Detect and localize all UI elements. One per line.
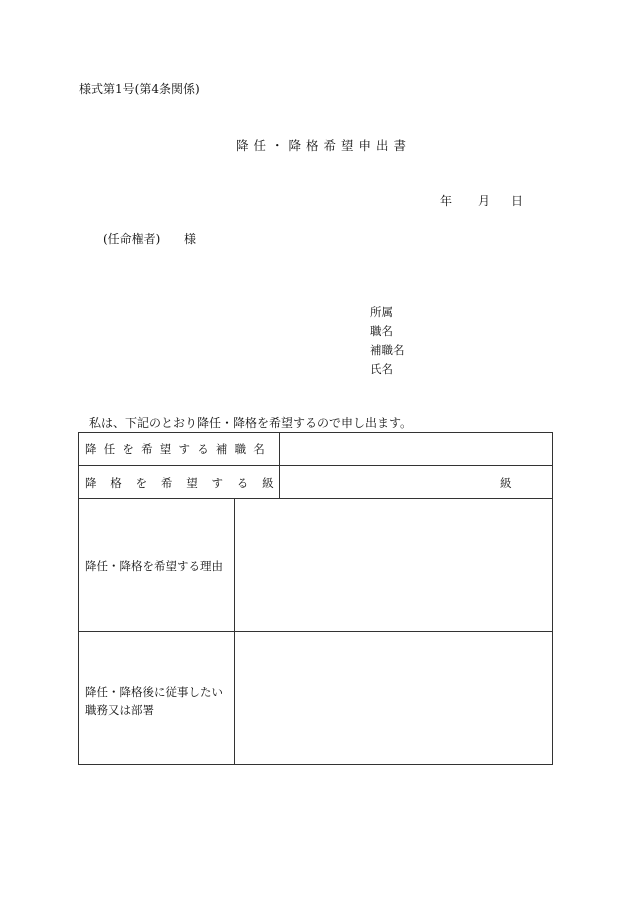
desired-duties-label-line2: 職務又は部署 [85,703,154,717]
table-border-right [552,432,553,765]
desired-duties-label-line1: 降任・降格後に従事したい [85,685,223,699]
name-label: 氏名 [370,362,393,376]
desired-post-label: 降任を希望する補職名 [85,442,272,456]
desired-post-field[interactable] [281,434,551,464]
desired-duties-label [85,683,235,719]
table-border-bottom [78,764,553,765]
affiliation-label: 所属 [370,305,393,319]
desired-grade-field[interactable] [281,467,491,497]
desired-duties-field[interactable] [236,633,551,763]
request-statement: 私は、下記のとおり降任・降格を希望するので申し出ます。 [89,416,413,430]
table-border-top [78,432,553,433]
appointer-honorific: 様 [184,232,197,246]
form-number: 様式第1号(第4条関係) [79,82,200,96]
date-day-label: 日 [511,194,524,208]
date-year-label: 年 [440,194,453,208]
date-month-label: 月 [478,194,491,208]
reason-label: 降任・降格を希望する理由 [85,559,223,573]
table-rule-2 [78,498,553,499]
position-label: 職名 [370,324,393,338]
table-border-left [78,432,79,765]
table-divider-lower [234,498,235,765]
appointer-label: (任命権者) [103,232,161,246]
subsidiary-position-label: 補職名 [370,343,405,357]
reason-field[interactable] [236,500,551,630]
table-rule-1 [78,465,553,466]
document-title: 降任・降格希望申出書 [236,138,412,153]
table-rule-3 [78,631,553,632]
grade-unit-label: 級 [500,476,512,490]
desired-grade-label: 降格を希望する級 [85,476,288,490]
